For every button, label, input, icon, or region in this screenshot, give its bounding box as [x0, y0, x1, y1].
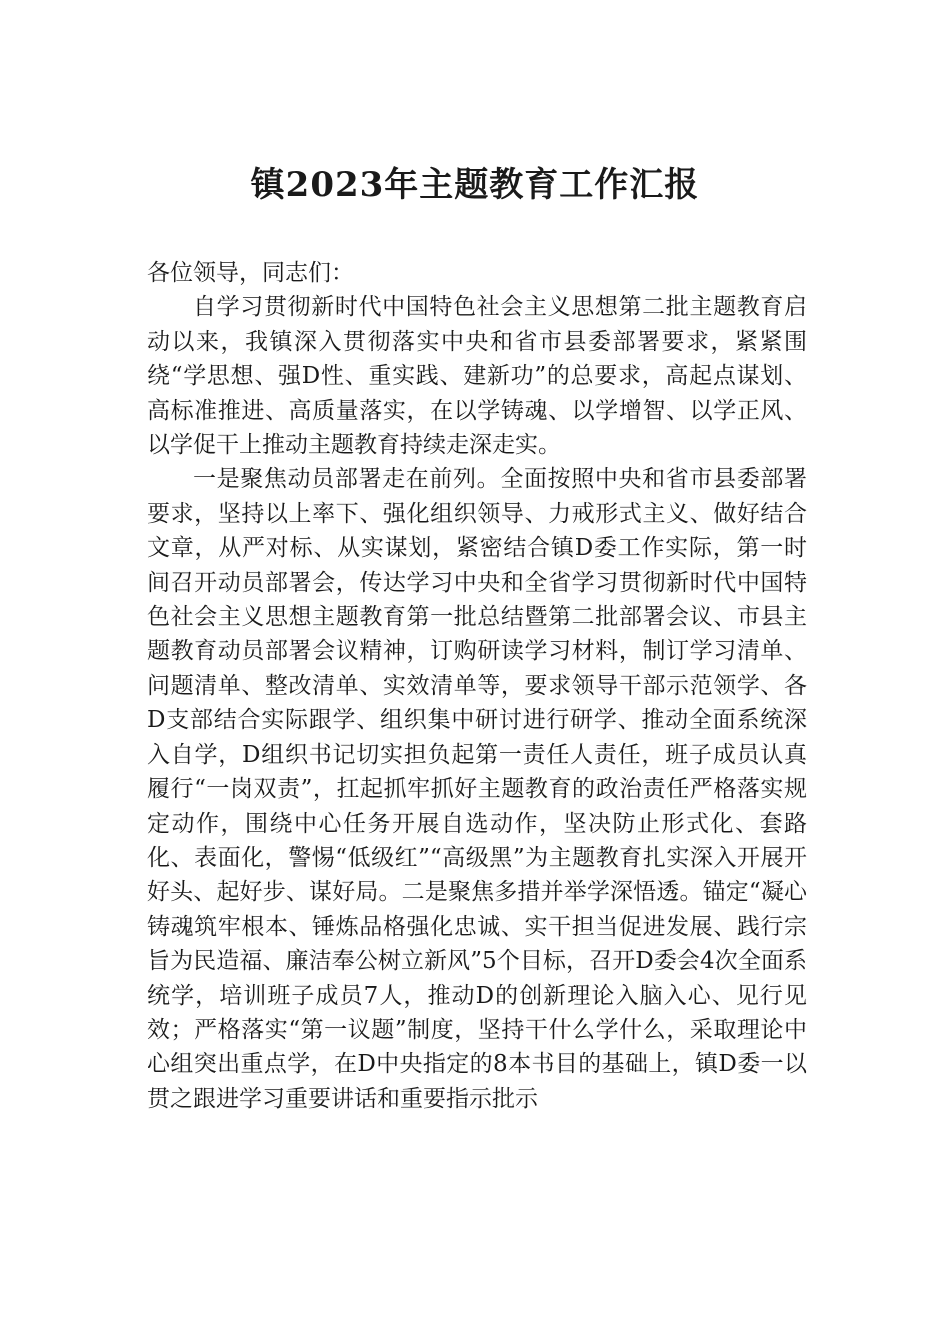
paragraph-intro: 自学习贯彻新时代中国特色社会主义思想第二批主题教育启动以来，我镇深入贯彻落实中央和省市县委部署要求，紧紧围绕“学思想、强D性、重实践、建新功”的总要求，高起点谋划、高标准推进、高质量落实，在以学铸魂、以学增智、以学正风、以学促干上推动主题教育持续走深走实。 [147, 294, 807, 459]
document-body [147, 256, 807, 1116]
salutation: 各位领导，同志们： [147, 260, 354, 286]
paragraph-main: 一是聚焦动员部署走在前列。全面按照中央和省市县委部署要求，坚持以上率下、强化组织领导、力戒形式主义、做好结合文章，从严对标、从实谋划，紧密结合镇D委工作实际，第一时间召开动员部署会，传达学习中央和全省学习贯彻新时代中国特色社会主义思想主题教育第一批总结暨第二批部署会议、市县主题教育动员部署会议精神，订购研读学习材料，制订学习清单、问题清单、整改清单、实效清单等，要求领导干部示范领学、各D支部结合实际跟学、组织集中研讨进行研学、推动全面系统深入自学，D组织书记切实担负起第一责任人责任，班子成员认真履行“一岗双责”，扛起抓牢抓好主题教育的政治责任严格落实规定动作，围绕中心任务开展自选动作，坚决防止形式化、套路化、表面化，警惕“低级红”“高级黑”为主题教育扎实深入开展开好头、起好步、谋好局。二是聚焦多措并举学深悟透。锚定“凝心铸魂筑牢根本、锤炼品格强化忠诚、实干担当促进发展、践行宗旨为民造福、廉洁奉公树立新风”5个目标，召开D委会4次全面系统学，培训班子成员7人，推动D的创新理论入脑入心、见行见效；严格落实“第一议题”制度，坚持干什么学什么，采取理论中心组突出重点学，在D中央指定的8本书目的基础上，镇D委一以贯之跟进学习重要讲话和重要指示批示 [147, 466, 807, 1112]
document-title: 镇2023年主题教育工作汇报 [250, 165, 700, 205]
